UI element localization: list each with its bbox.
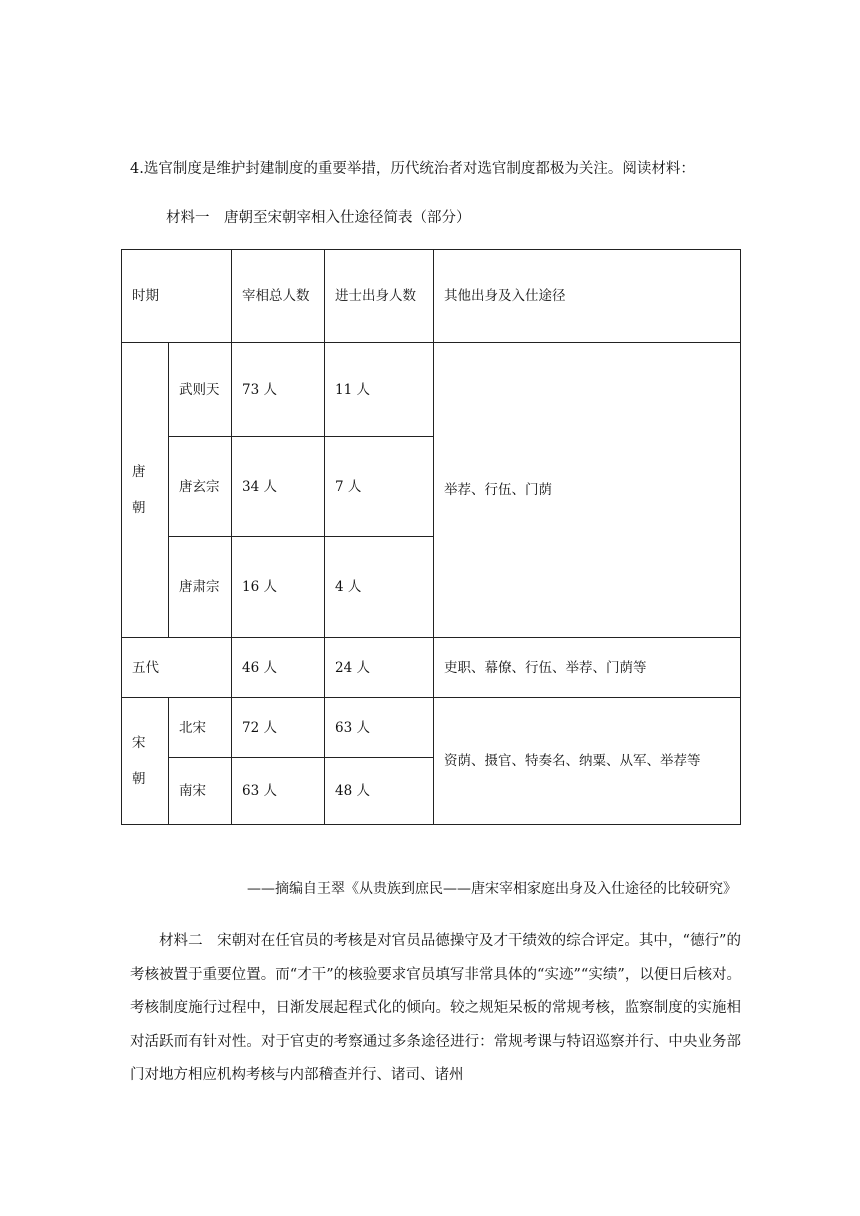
- selection-table: [121, 249, 741, 825]
- jinshi-cell: 48 人: [325, 758, 434, 825]
- question-intro: 4.选官制度是维护封建制度的重要举措，历代统治者对选官制度都极为关注。阅读材料：: [130, 161, 695, 177]
- table-header-row: [122, 250, 741, 343]
- reign-cell: 北宋: [169, 698, 232, 758]
- material1-title: 材料一 唐朝至宋朝宰相入仕途径简表（部分）: [166, 210, 471, 226]
- source-citation: ——摘编自王翠《从贵族到庶民——唐宋宰相家庭出身及入仕途径的比较研究》: [247, 881, 737, 897]
- reign-cell: 唐玄宗: [169, 437, 232, 537]
- other-wudai: 吏职、幕僚、行伍、举荐、门荫等: [434, 638, 741, 698]
- total-cell: 63 人: [232, 758, 325, 825]
- reign-cell: 武则天: [169, 343, 232, 437]
- total-cell: 46 人: [232, 638, 325, 698]
- jinshi-cell: 24 人: [325, 638, 434, 698]
- jinshi-cell: 7 人: [325, 437, 434, 537]
- total-cell: 16 人: [232, 537, 325, 638]
- other-song: 资荫、摄官、特奏名、纳粟、从军、举荐等: [434, 698, 741, 825]
- header-period: 时期: [122, 250, 232, 343]
- period-wudai: 五代: [122, 638, 232, 698]
- total-cell: 72 人: [232, 698, 325, 758]
- other-tang: 举荐、行伍、门荫: [434, 343, 741, 638]
- table-row: [122, 343, 741, 437]
- reign-cell: 唐肃宗: [169, 537, 232, 638]
- table-row: [122, 638, 741, 698]
- header-total: 宰相总人数: [232, 250, 325, 343]
- dynasty-song: 宋朝: [122, 698, 169, 825]
- total-cell: 73 人: [232, 343, 325, 437]
- table-row: [122, 698, 741, 758]
- total-cell: 34 人: [232, 437, 325, 537]
- jinshi-cell: 63 人: [325, 698, 434, 758]
- reign-cell: 南宋: [169, 758, 232, 825]
- header-jinshi: 进士出身人数: [325, 250, 434, 343]
- jinshi-cell: 4 人: [325, 537, 434, 638]
- header-other: 其他出身及入仕途径: [434, 250, 741, 343]
- dynasty-tang: 唐朝: [122, 343, 169, 638]
- material2-paragraph: 材料二 宋朝对在任官员的考核是对官员品德操守及才干绩效的综合评定。其中，“德行”的考核被置于重要位置。而“才干”的核验要求官员填写非常具体的“实迹”“实绩”，以便日后核对。考核制度施行过程中，日渐发展起程式化的倾向。较之规矩呆板的常规考核，监察制度的实施相对活跃而有针对性。对于官吏的考察通过多条途径进行：常规考课与特诏巡察并行、中央业务部门对地方相应机构考核与内部稽查并行、诸司、诸州: [130, 933, 741, 1083]
- jinshi-cell: 11 人: [325, 343, 434, 437]
